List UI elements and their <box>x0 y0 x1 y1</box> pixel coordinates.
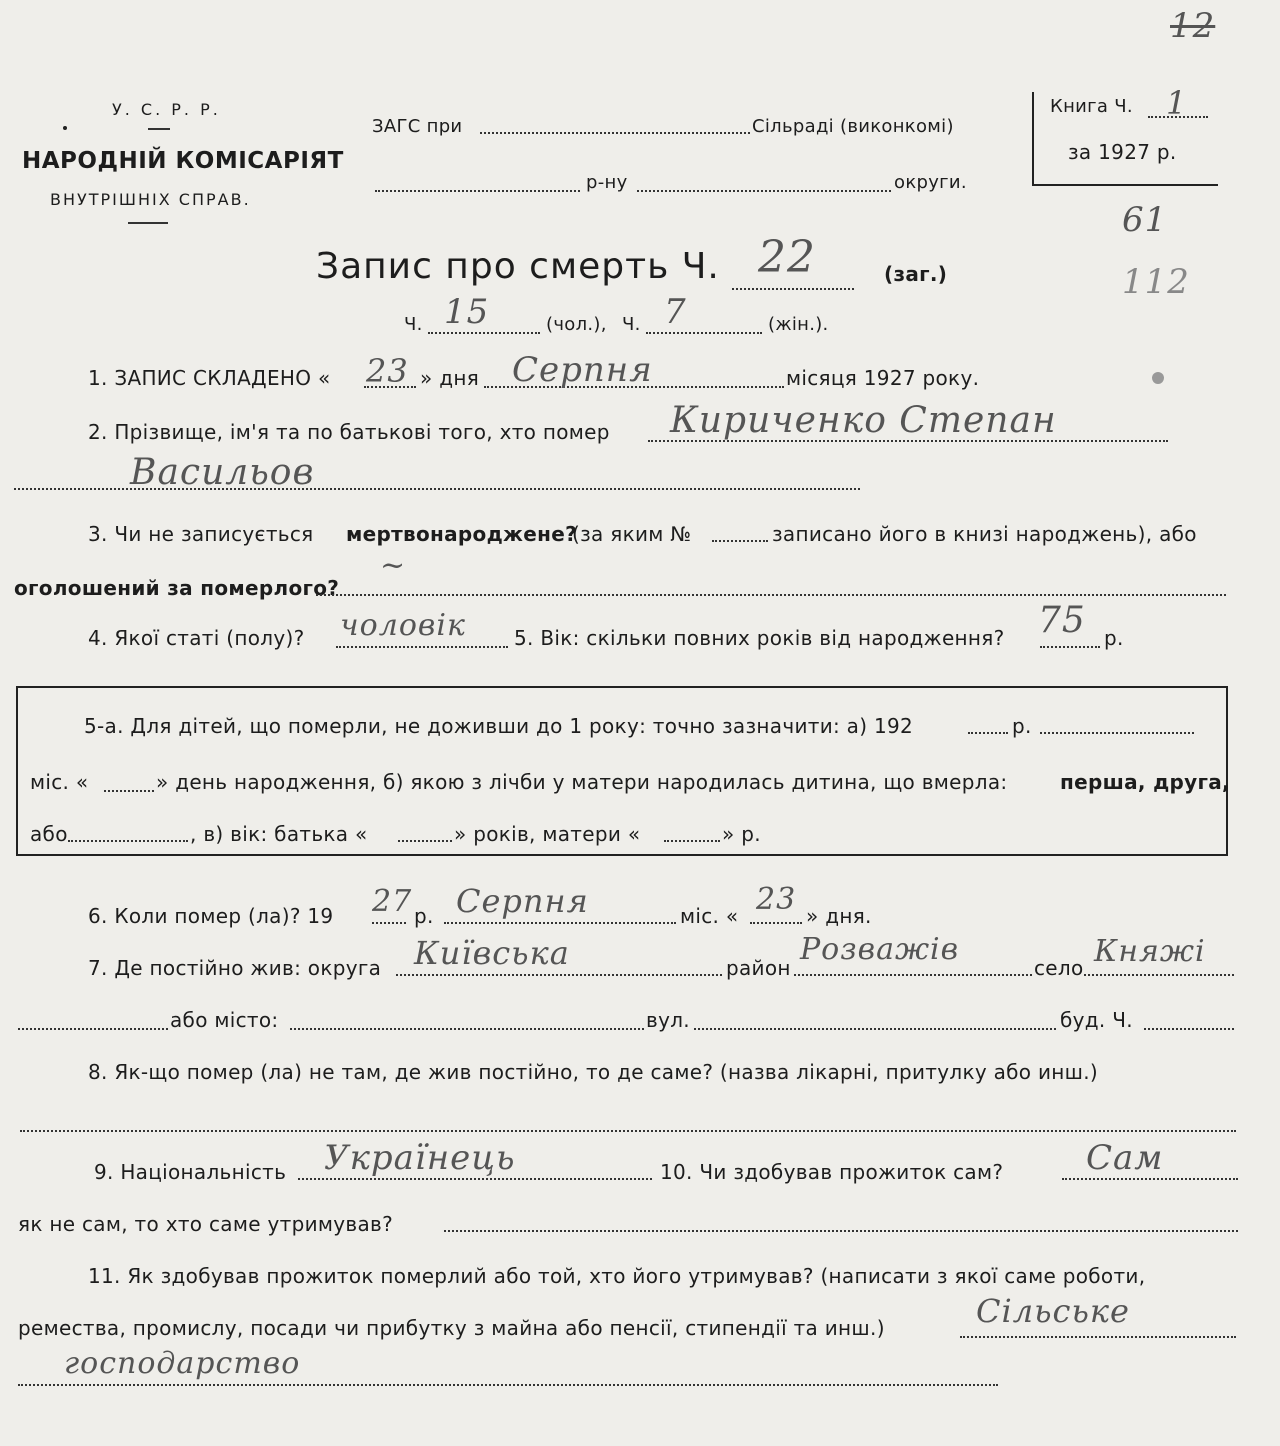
male-no-blank <box>428 332 540 334</box>
q11-answer-1: Сільське <box>976 1292 1130 1330</box>
margin-note-2: 112 <box>1122 262 1190 302</box>
female-no-blank <box>646 332 762 334</box>
male-no-label: Ч. <box>404 314 423 335</box>
district-blank <box>375 190 580 192</box>
internal-affairs-heading: ВНУТРІШНІХ СПРАВ. <box>50 190 251 209</box>
q5a-or: або <box>30 822 68 846</box>
q5a-month-blank <box>104 790 154 792</box>
q7-line2-blank <box>18 1028 168 1030</box>
female-number: 7 <box>664 292 687 332</box>
q4-sex-blank <box>336 646 508 648</box>
q4-label: 4. Якої статі (полу)? <box>88 626 305 650</box>
zags-label: ЗАГС при <box>372 116 463 137</box>
q8-answer-blank <box>20 1130 1236 1132</box>
q6-month-label: міс. « <box>680 904 739 928</box>
q7-selo-label: село <box>1034 956 1084 980</box>
total-label: (заг.) <box>884 262 948 286</box>
q7-street-label: вул. <box>646 1008 690 1032</box>
q5-label: 5. Вік: скільки повних років від народження? <box>514 626 1005 650</box>
q7-city-blank <box>290 1028 644 1030</box>
q3-label: 3. Чи не записується <box>88 522 314 546</box>
q11-line3-blank <box>18 1384 998 1386</box>
q8-label: 8. Як-що помер (ла) не там, де жив постійно, то де саме? (назва лікарні, притулку або инш.) <box>88 1060 1099 1084</box>
q9-nationality: Українець <box>324 1138 516 1178</box>
q3-declared-blank <box>316 594 1226 596</box>
female-no-label: Ч. <box>622 314 641 335</box>
q11-answer-blank <box>960 1336 1236 1338</box>
q5a-or-blank <box>68 840 188 842</box>
q3-line1-end: записано його в книзі народжень), або <box>772 522 1197 546</box>
q7-city-label: або місто: <box>170 1008 279 1032</box>
q7-okruga: Київська <box>414 934 570 972</box>
q7-selo: Княжі <box>1094 934 1206 969</box>
q7-okruga-blank <box>396 974 722 976</box>
record-number-blank <box>732 288 854 290</box>
q3-stillborn: мертвонароджене? <box>346 522 577 546</box>
q6-label: 6. Коли помер (ла)? 19 <box>88 904 334 928</box>
q5a-year-blank <box>968 732 1008 734</box>
q3-declared-dead: оголошений за померлого? <box>14 576 340 600</box>
q5a-year-blank-2 <box>1040 732 1194 734</box>
page-number: 12 <box>1170 6 1216 46</box>
q5-age: 75 <box>1038 600 1086 641</box>
q6-day-label: » дня. <box>806 904 872 928</box>
q6-year: 27 <box>372 884 413 919</box>
q7-building-label: буд. Ч. <box>1060 1008 1133 1032</box>
q11-line1: 11. Як здобував прожиток померлий або той, хто його утримував? (написати з якої саме роботи, <box>88 1264 1146 1288</box>
district-label: р-ну <box>586 172 628 193</box>
q7-label: 7. Де постійно жив: округа <box>88 956 382 980</box>
q3-answer: ~ <box>380 548 407 583</box>
q2-name: Кириченко Степан <box>670 400 1057 441</box>
q6-year-blank <box>372 922 406 924</box>
q3-no-blank <box>712 540 768 542</box>
q9-nationality-blank <box>298 1178 652 1180</box>
q6-month-blank <box>444 922 676 924</box>
q5a-father-age-blank <box>398 840 452 842</box>
q6-year-unit: р. <box>414 904 434 928</box>
q5-years-unit: р. <box>1104 626 1124 650</box>
q7-raion: Розважів <box>800 932 960 967</box>
q7-street-blank <box>694 1028 1056 1030</box>
q11-line2: ремества, промислу, посади чи прибутку з майна або пенсії, стипендії та инш.) <box>18 1316 885 1340</box>
q2-patronymic: Васильов <box>130 452 315 493</box>
q2-label: 2. Прізвище, ім'я та по батькові того, хто помер <box>88 420 610 444</box>
q10-label: 10. Чи здобував прожиток сам? <box>660 1160 1004 1184</box>
q1-end: місяця 1927 року. <box>786 366 980 390</box>
q10-answer-blank <box>1062 1178 1238 1180</box>
record-number: 22 <box>758 232 816 283</box>
q6-day-blank <box>750 922 802 924</box>
q1-day: 23 <box>366 352 409 390</box>
q5a-father-age-label: , в) вік: батька « <box>190 822 368 846</box>
ussr-heading: У. С. Р. Р. <box>112 100 221 119</box>
female-label: (жін.). <box>768 314 829 335</box>
q6-day: 23 <box>756 882 797 917</box>
ink-dot <box>63 126 67 130</box>
q7-selo-blank <box>1084 974 1234 976</box>
q1-month: Серпня <box>512 350 653 390</box>
q7-raion-label: район <box>726 956 791 980</box>
male-number: 15 <box>444 292 490 332</box>
q5a-end: » р. <box>722 822 761 846</box>
record-title: Запис про смерть Ч. <box>316 246 720 287</box>
commissariat-heading: НАРОДНІЙ КОМІСАРІЯТ <box>22 148 344 174</box>
male-label: (чол.), <box>546 314 607 335</box>
q5-age-blank <box>1040 646 1100 648</box>
okrug-blank <box>637 190 891 192</box>
q6-month: Серпня <box>456 882 589 920</box>
zags-blank <box>480 132 750 134</box>
header-divider <box>148 128 170 130</box>
ink-spot <box>1152 372 1164 384</box>
q5a-line1: 5-а. Для дітей, що померли, не доживши до 1 року: точно зазначити: а) 192 <box>84 714 914 738</box>
header-divider-2 <box>128 222 168 224</box>
margin-note-1: 61 <box>1122 200 1168 240</box>
q10-supported-blank <box>444 1230 1238 1232</box>
q5a-year-unit: р. <box>1012 714 1032 738</box>
q5a-month-label: міс. « <box>30 770 89 794</box>
silradi-label: Сільраді (виконкомі) <box>752 116 954 137</box>
q1-mid: » дня <box>420 366 480 390</box>
book-label: Книга Ч. <box>1050 96 1133 117</box>
q5a-birth-order: перша, друга, <box>1060 770 1230 794</box>
q11-answer-2: господарство <box>64 1346 301 1381</box>
q5a-line2: » день народження, б) якою з лічби у матери народилась дитина, що вмерла: <box>156 770 1008 794</box>
q10-supported-by: як не сам, то хто саме утримував? <box>18 1212 394 1236</box>
q5a-mother-age-blank <box>664 840 720 842</box>
q9-label: 9. Національність <box>94 1160 287 1184</box>
q1-label: 1. ЗАПИС СКЛАДЕНО « <box>88 366 331 390</box>
q10-answer: Сам <box>1086 1138 1164 1178</box>
book-number: 1 <box>1166 84 1188 122</box>
q7-building-blank <box>1144 1028 1234 1030</box>
book-year: за 1927 р. <box>1068 140 1177 164</box>
q7-raion-blank <box>794 974 1032 976</box>
q5a-mother-age-label: » років, матери « <box>454 822 641 846</box>
q4-sex: чоловік <box>340 608 466 643</box>
okrug-label: округи. <box>894 172 967 193</box>
q2-line2-blank <box>14 488 860 490</box>
q3-which-no: (за яким № <box>572 522 692 546</box>
